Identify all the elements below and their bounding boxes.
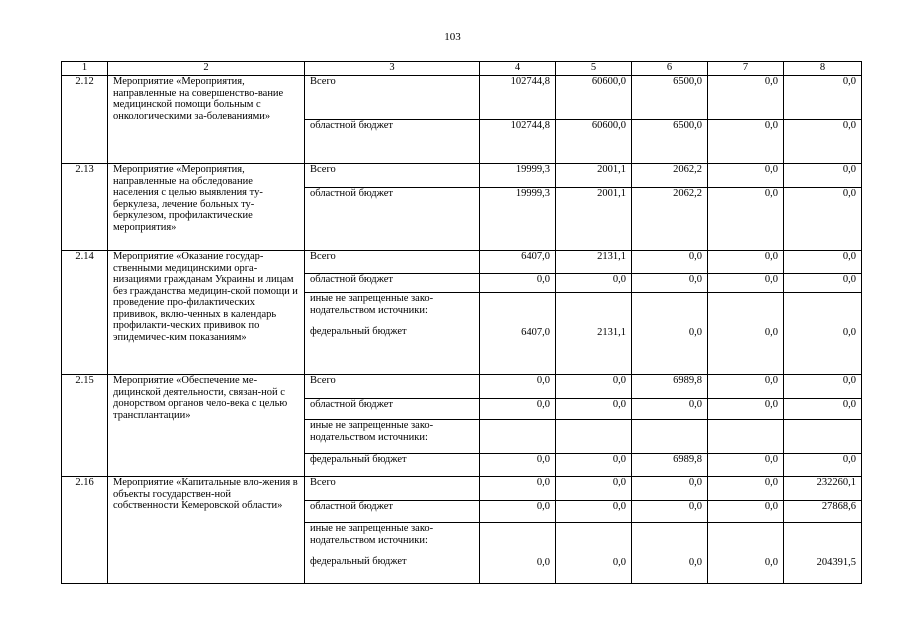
value-cell: 0,0 bbox=[708, 501, 784, 523]
value-cell bbox=[556, 420, 632, 454]
value-cell bbox=[632, 420, 708, 454]
table-row bbox=[62, 375, 862, 399]
value-cell bbox=[784, 293, 862, 375]
value-text: 0,0 bbox=[764, 557, 778, 568]
header-cell: 2 bbox=[108, 62, 305, 76]
value-cell: 232260,1 bbox=[784, 477, 862, 501]
value-cell: 0,0 bbox=[784, 454, 862, 477]
value-cell: 2131,1 bbox=[556, 251, 632, 274]
row-description: Мероприятие «Мероприятия, направленные на совершенство-вание медицинской помощи больным с онкологическими за-болеваниями» bbox=[108, 76, 305, 164]
value-cell: 0,0 bbox=[632, 399, 708, 420]
value-cell bbox=[480, 293, 556, 375]
value-cell: 0,0 bbox=[556, 454, 632, 477]
value-cell: 2001,1 bbox=[556, 188, 632, 251]
value-cell: 27868,6 bbox=[784, 501, 862, 523]
value-text: 0,0 bbox=[536, 557, 550, 568]
table-row bbox=[62, 477, 862, 501]
funding-source-label: областной бюджет bbox=[310, 188, 393, 199]
value-cell bbox=[632, 523, 708, 584]
value-cell: 0,0 bbox=[708, 454, 784, 477]
spacer bbox=[561, 293, 626, 327]
value-cell bbox=[784, 523, 862, 584]
funding-source-label: областной бюджет bbox=[310, 120, 393, 131]
header-cell: 5 bbox=[556, 62, 632, 76]
value-cell: 0,0 bbox=[556, 274, 632, 293]
value-cell: 0,0 bbox=[708, 274, 784, 293]
value-text: 0,0 bbox=[688, 557, 702, 568]
row-index: 2.15 bbox=[62, 375, 108, 477]
value-cell: 0,0 bbox=[632, 274, 708, 293]
value-text: 0,0 bbox=[612, 557, 626, 568]
value-cell: 0,0 bbox=[784, 120, 862, 164]
funding-source-label: областной бюджет bbox=[310, 399, 393, 410]
funding-source-label: областной бюджет bbox=[310, 274, 393, 285]
row-index: 2.14 bbox=[62, 251, 108, 375]
value-cell: 6500,0 bbox=[632, 120, 708, 164]
spacer bbox=[637, 293, 702, 327]
value-text: 0,0 bbox=[688, 327, 702, 338]
spacer bbox=[485, 523, 550, 557]
value-cell: 6407,0 bbox=[480, 251, 556, 274]
header-cell: 8 bbox=[784, 62, 862, 76]
value-text: 0,0 bbox=[842, 327, 856, 338]
value-cell: 102744,8 bbox=[480, 120, 556, 164]
funding-source bbox=[305, 251, 480, 274]
value-cell: 6500,0 bbox=[632, 76, 708, 120]
value-cell: 0,0 bbox=[708, 251, 784, 274]
value-cell: 0,0 bbox=[480, 274, 556, 293]
value-cell: 0,0 bbox=[708, 188, 784, 251]
value-text: 2131,1 bbox=[597, 327, 626, 338]
funding-source bbox=[305, 164, 480, 188]
value-cell: 0,0 bbox=[556, 501, 632, 523]
spacer bbox=[485, 293, 550, 327]
value-cell: 0,0 bbox=[556, 399, 632, 420]
row-index: 2.12 bbox=[62, 76, 108, 164]
funding-source bbox=[305, 420, 480, 454]
funding-source-label: Всего bbox=[310, 164, 336, 175]
value-cell: 102744,8 bbox=[480, 76, 556, 120]
spacer bbox=[637, 523, 702, 557]
funding-source-label: иные не запрещенные зако-нодательством источники: bbox=[310, 420, 434, 443]
header-cell: 4 bbox=[480, 62, 556, 76]
value-cell: 0,0 bbox=[556, 477, 632, 501]
funding-source bbox=[305, 188, 480, 251]
value-cell: 0,0 bbox=[480, 477, 556, 501]
value-cell: 0,0 bbox=[784, 164, 862, 188]
header-cell: 1 bbox=[62, 62, 108, 76]
header-row bbox=[62, 62, 862, 76]
value-cell bbox=[480, 523, 556, 584]
value-cell bbox=[784, 420, 862, 454]
value-cell: 0,0 bbox=[708, 120, 784, 164]
value-cell: 0,0 bbox=[708, 375, 784, 399]
value-cell: 6989,8 bbox=[632, 454, 708, 477]
value-cell: 0,0 bbox=[784, 188, 862, 251]
value-cell: 0,0 bbox=[632, 501, 708, 523]
funding-source-label: областной бюджет bbox=[310, 501, 393, 512]
funding-sub-source-label: федеральный бюджет bbox=[310, 326, 407, 337]
funding-source-label: иные не запрещенные зако-нодательством источники: bbox=[310, 293, 434, 316]
budget-table bbox=[61, 61, 862, 584]
spacer bbox=[310, 316, 474, 326]
row-index: 2.16 bbox=[62, 477, 108, 584]
budget-table-body bbox=[62, 62, 862, 584]
value-cell bbox=[708, 420, 784, 454]
funding-source-label: Всего bbox=[310, 375, 336, 386]
row-description: Мероприятие «Мероприятия, направленные на обследование населения с целью выявления ту-беркулеза, лечение больных ту-беркулезом, профилактические мероприятия» bbox=[108, 164, 305, 251]
value-cell: 60600,0 bbox=[556, 120, 632, 164]
funding-source-label: Всего bbox=[310, 477, 336, 488]
value-cell: 0,0 bbox=[708, 477, 784, 501]
value-cell: 2001,1 bbox=[556, 164, 632, 188]
spacer bbox=[310, 546, 474, 556]
funding-source bbox=[305, 120, 480, 164]
value-cell: 0,0 bbox=[784, 251, 862, 274]
spacer bbox=[713, 293, 778, 327]
value-cell: 2062,2 bbox=[632, 188, 708, 251]
value-cell: 0,0 bbox=[708, 164, 784, 188]
value-cell: 0,0 bbox=[632, 477, 708, 501]
value-cell: 0,0 bbox=[784, 76, 862, 120]
funding-source bbox=[305, 501, 480, 523]
value-cell: 0,0 bbox=[480, 454, 556, 477]
funding-source-label: Всего bbox=[310, 76, 336, 87]
value-cell: 0,0 bbox=[480, 399, 556, 420]
value-cell bbox=[556, 523, 632, 584]
value-cell bbox=[556, 293, 632, 375]
value-cell: 0,0 bbox=[784, 274, 862, 293]
funding-source bbox=[305, 399, 480, 420]
value-text: 6407,0 bbox=[521, 327, 550, 338]
funding-source bbox=[305, 293, 480, 375]
value-cell bbox=[480, 420, 556, 454]
funding-source bbox=[305, 477, 480, 501]
table-row bbox=[62, 164, 862, 188]
spacer bbox=[789, 293, 856, 327]
value-cell: 0,0 bbox=[556, 375, 632, 399]
funding-source bbox=[305, 274, 480, 293]
value-cell bbox=[632, 293, 708, 375]
value-cell bbox=[708, 523, 784, 584]
header-cell: 7 bbox=[708, 62, 784, 76]
table-row bbox=[62, 251, 862, 274]
value-cell bbox=[708, 293, 784, 375]
row-description: Мероприятие «Оказание государ-ственными медицинскими орга-низациями гражданам Украины и лицам без гражданства медицин-ской помощи и проведение про-филактических прививок, вклю-ченных в календарь профилакти-ческих прививок по эпидемичес-ким показаниям» bbox=[108, 251, 305, 375]
row-index: 2.13 bbox=[62, 164, 108, 251]
value-cell: 2062,2 bbox=[632, 164, 708, 188]
funding-sub-source-label: федеральный бюджет bbox=[310, 556, 407, 567]
funding-source bbox=[305, 523, 480, 584]
header-cell: 6 bbox=[632, 62, 708, 76]
value-cell: 0,0 bbox=[708, 76, 784, 120]
funding-source-label: федеральный бюджет bbox=[310, 454, 407, 465]
spacer bbox=[713, 523, 778, 557]
value-text: 0,0 bbox=[764, 327, 778, 338]
value-text: 204391,5 bbox=[816, 557, 856, 568]
funding-source bbox=[305, 454, 480, 477]
value-cell: 0,0 bbox=[784, 399, 862, 420]
header-cell: 3 bbox=[305, 62, 480, 76]
value-cell: 60600,0 bbox=[556, 76, 632, 120]
value-cell: 0,0 bbox=[708, 399, 784, 420]
row-description: Мероприятие «Капитальные вло-жения в объекты государствен-ной собственности Кемеровской области» bbox=[108, 477, 305, 584]
page-number: 103 bbox=[444, 31, 461, 43]
value-cell: 0,0 bbox=[784, 375, 862, 399]
spacer bbox=[789, 523, 856, 557]
row-description: Мероприятие «Обеспечение ме-дицинской деятельности, связан-ной с донорством органов чело-века с целью трансплантации» bbox=[108, 375, 305, 477]
value-cell: 0,0 bbox=[480, 501, 556, 523]
value-cell: 19999,3 bbox=[480, 188, 556, 251]
funding-source bbox=[305, 76, 480, 120]
spacer bbox=[561, 523, 626, 557]
table-row bbox=[62, 76, 862, 120]
value-cell: 19999,3 bbox=[480, 164, 556, 188]
value-cell: 0,0 bbox=[480, 375, 556, 399]
value-cell: 0,0 bbox=[632, 251, 708, 274]
value-cell: 6989,8 bbox=[632, 375, 708, 399]
funding-source-label: иные не запрещенные зако-нодательством источники: bbox=[310, 523, 434, 546]
funding-source bbox=[305, 375, 480, 399]
funding-source-label: Всего bbox=[310, 251, 336, 262]
